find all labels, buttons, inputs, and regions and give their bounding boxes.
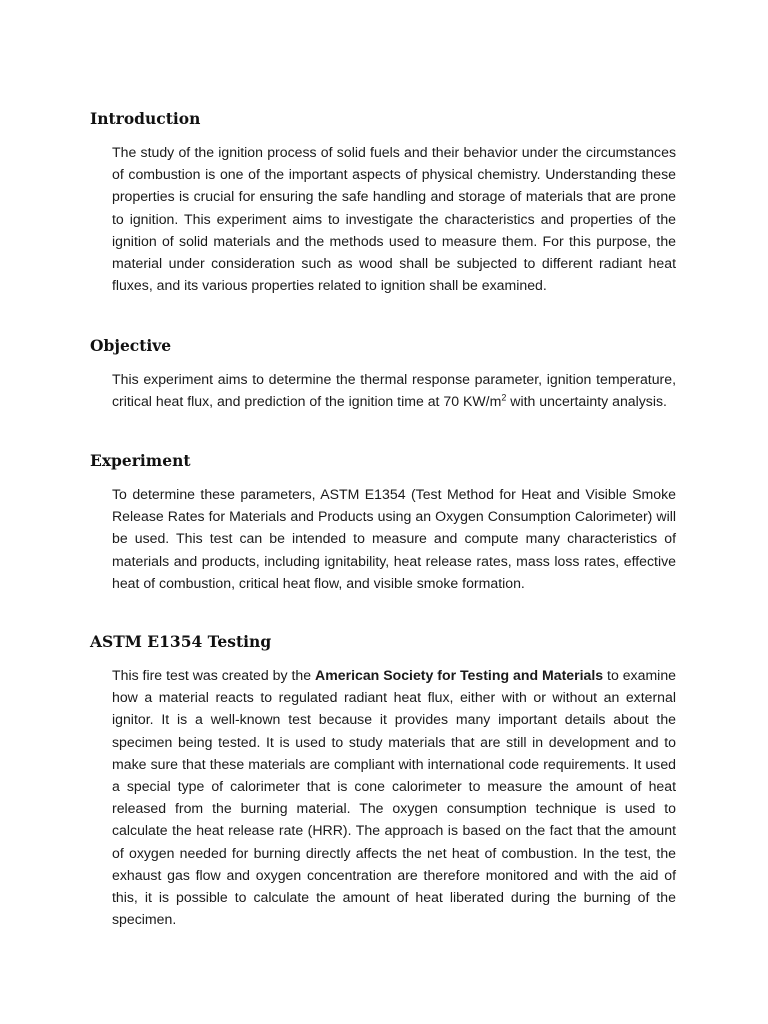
objective-text-end: with uncertainty analysis. [506,393,667,410]
superscript-two: 2 [501,392,507,403]
introduction-heading: Introduction [90,109,201,128]
astm-text-start: This fire test was created by the [112,667,316,683]
astm-organization-name: American Society for Testing and Materials [315,667,604,683]
objective-text-start: This experiment aims to determine the thermal response parameter, ignition temperature, critical heat flux, and prediction of the ignition time at 70 KW/m [112,371,676,410]
astm-text-rest: to examine how a material reacts to regulated radiant heat flux, either with or without an external ignitor. It is a well-known test because it provides many important details about the specimen being tested. It is used to study materials that are still in development and to make sure that these materials are compliant with international code requirements. It used a special type of calorimeter that is cone calorimeter to measure the amount of heat released from the burning material. The oxygen consumption technique is used to calculate the heat release rate (HRR). The approach is based on the fact that the amount of oxygen needed for burning directly affects the net heat of combustion. In the test, the exhaust gas flow and oxygen concentration are therefore monitored and with the aid of this, it is possible to calculate the amount of heat liberated during the burning of the specimen. [112,667,676,928]
astm-testing-heading: ASTM E1354 Testing [90,632,272,651]
objective-paragraph [112,368,676,412]
introduction-paragraph: The study of the ignition process of solid fuels and their behavior under the circumstances of combustion is one of the important aspects of physical chemistry. Understanding these properties is crucial for ensuring the safe handling and storage of materials that are prone to ignition. This experiment aims to investigate the characteristics and properties of the ignition of solid materials and the methods used to measure them. For this purpose, the material under consideration such as wood shall be subjected to different radiant heat fluxes, and its various properties related to ignition shall be examined. [112,144,676,294]
objective-heading: Objective [90,336,172,355]
experiment-paragraph: To determine these parameters, ASTM E1354 (Test Method for Heat and Visible Smoke Release Rates for Materials and Products using an Oxygen Consumption Calorimeter) will be used. This test can be intended to measure and compute many characteristics of materials and products, including ignitability, heat release rates, mass loss rates, effective heat of combustion, critical heat flow, and visible smoke formation. [112,486,676,591]
astm-testing-paragraph [112,664,676,930]
experiment-heading: Experiment [90,451,191,470]
